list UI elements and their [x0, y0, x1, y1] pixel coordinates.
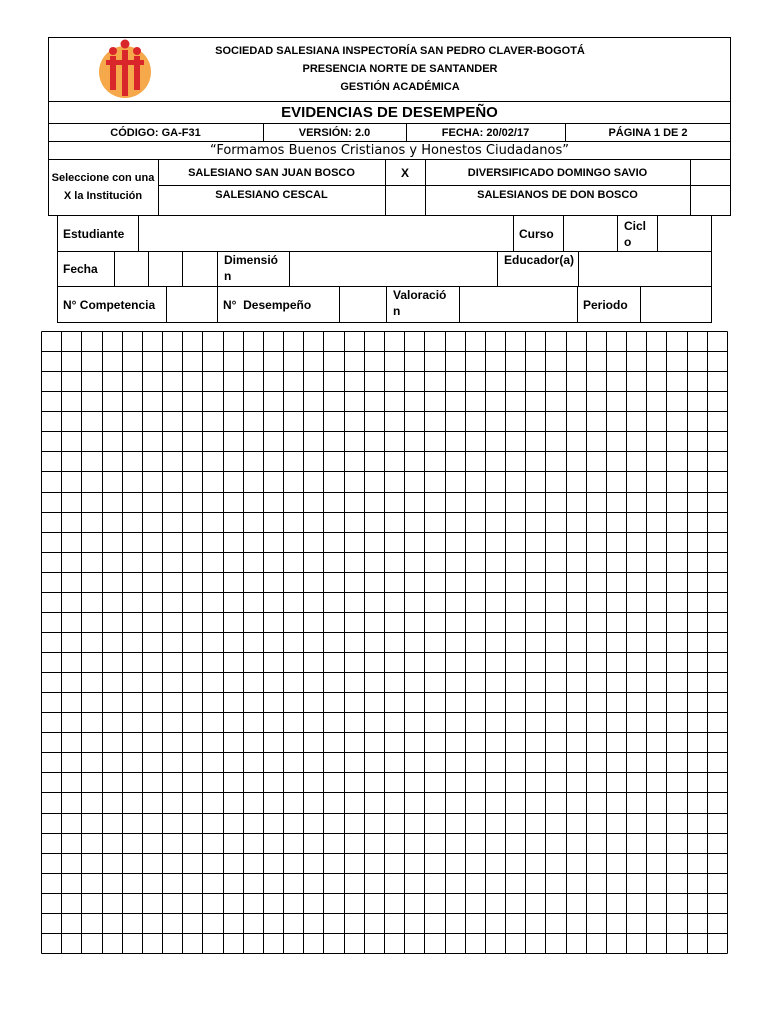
- course-input[interactable]: [564, 216, 617, 251]
- doc-code: CÓDIGO: GA-F31: [110, 126, 201, 139]
- educator-input[interactable]: [579, 252, 712, 286]
- page-title: EVIDENCIAS DE DESEMPEÑO: [281, 104, 498, 121]
- doc-version: VERSIÓN: 2.0: [298, 126, 371, 139]
- date-label: Fecha: [63, 262, 98, 276]
- institution-mark-cell[interactable]: [690, 160, 731, 185]
- salesian-logo-icon: [96, 38, 154, 100]
- motto: “Formamos Buenos Cristianos y Honestos Ciudadanos”: [210, 142, 569, 158]
- course-label: Curso: [519, 226, 554, 241]
- period-input[interactable]: [641, 287, 712, 322]
- assessment-input[interactable]: [460, 287, 577, 322]
- date-year-input[interactable]: [183, 252, 217, 286]
- department-name: GESTIÓN ACADÉMICA: [340, 80, 460, 93]
- institution-name: SALESIANO SAN JUAN BOSCO: [188, 166, 355, 179]
- institution-mark-cell[interactable]: X: [400, 165, 409, 180]
- educator-label: Educador(a): [504, 253, 575, 267]
- assessment-label: Valoración: [393, 288, 447, 319]
- date-month-input[interactable]: [149, 252, 182, 286]
- cycle-input[interactable]: [658, 216, 712, 251]
- institution-mark-cell[interactable]: [385, 186, 425, 215]
- dimension-input[interactable]: [290, 252, 497, 286]
- dimension-label: Dimensión: [224, 253, 279, 284]
- competence-input[interactable]: [167, 287, 217, 322]
- institution-name: SALESIANO CESCAL: [215, 189, 328, 201]
- evidence-grid[interactable]: [41, 331, 728, 954]
- institution-name: SALESIANOS DE DON BOSCO: [477, 189, 638, 201]
- org-name: SOCIEDAD SALESIANA INSPECTORÍA SAN PEDRO CLAVER-BOGOTÁ: [215, 44, 585, 57]
- performance-input[interactable]: [340, 287, 386, 322]
- doc-date: FECHA: 20/02/17: [441, 126, 530, 139]
- doc-page: PÁGINA 1 DE 2: [608, 126, 688, 139]
- performance-label: N° Desempeño: [223, 297, 312, 312]
- institution-select-label: Seleccione con una X la Institución: [51, 172, 155, 202]
- student-label: Estudiante: [63, 226, 125, 241]
- competence-label: N° Competencia: [63, 297, 156, 312]
- date-day-input[interactable]: [115, 252, 148, 286]
- presence-name: PRESENCIA NORTE DE SANTANDER: [302, 62, 498, 75]
- institution-mark-cell[interactable]: [690, 186, 731, 215]
- period-label: Periodo: [583, 297, 628, 312]
- cycle-label: Ciclo: [624, 219, 647, 250]
- institution-name: DIVERSIFICADO DOMINGO SAVIO: [467, 166, 648, 179]
- student-input[interactable]: [139, 216, 513, 251]
